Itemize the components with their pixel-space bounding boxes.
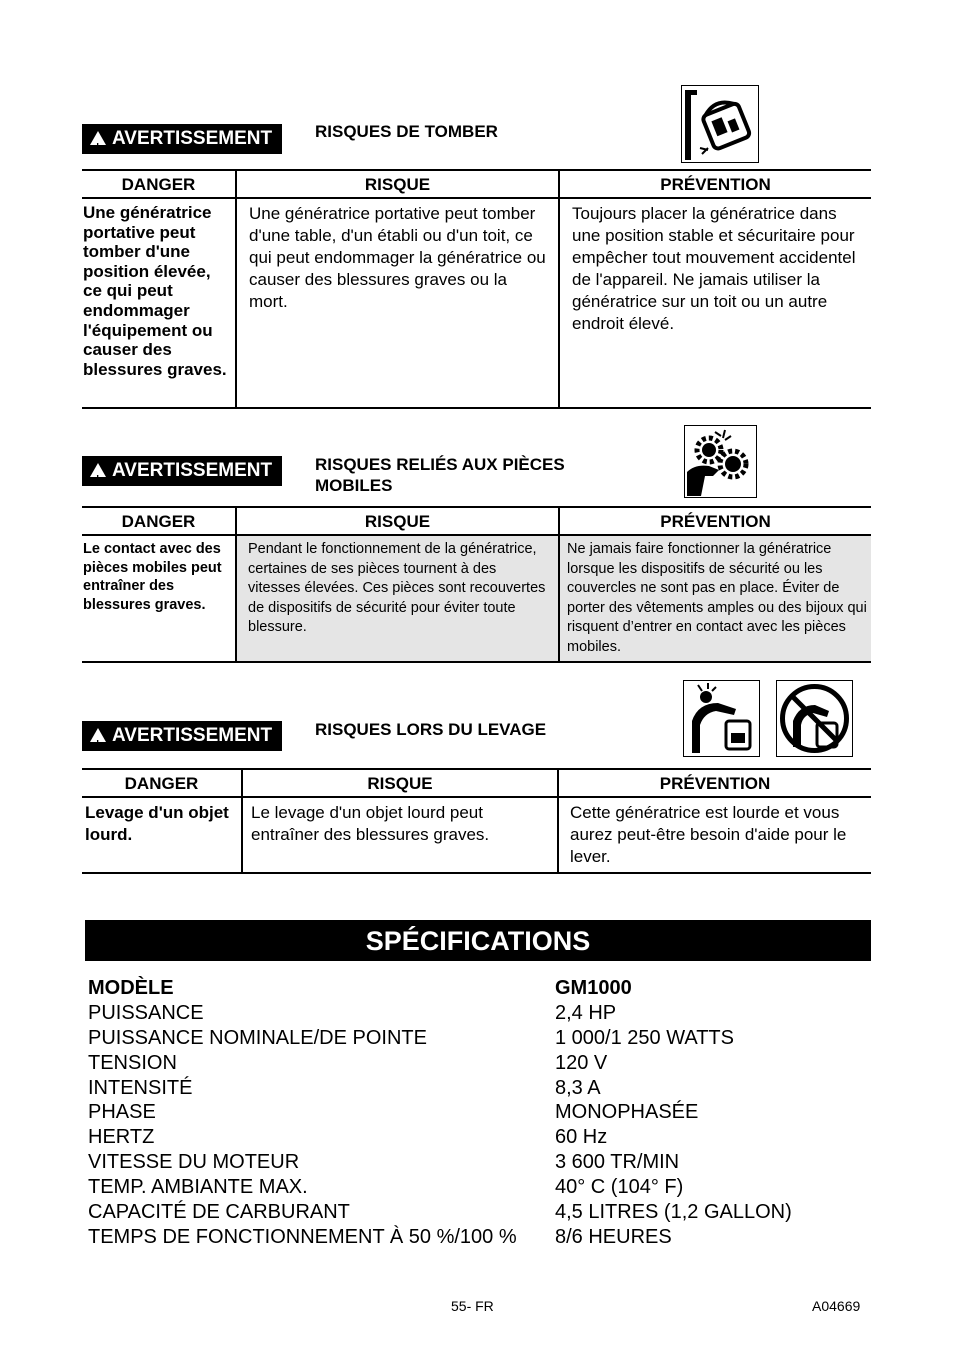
spec-label: TEMPS DE FONCTIONNEMENT À 50 %/100 % <box>88 1225 517 1248</box>
spec-label: TENSION <box>88 1051 177 1074</box>
danger-text: Le contact avec des pièces mobiles peut entraîner des blessures graves. <box>83 541 222 613</box>
spec-value: 3 600 TR/MIN <box>555 1151 680 1174</box>
warning-triangle-icon <box>90 463 106 477</box>
specs-title: SPÉCIFICATIONS <box>85 920 871 961</box>
spec-value: 8,3 A <box>555 1076 601 1099</box>
spec-row <box>88 1225 871 1250</box>
hazard-table <box>82 169 871 409</box>
hazard-table <box>82 768 871 874</box>
spec-label: PHASE <box>88 1101 156 1124</box>
spec-row <box>88 1076 871 1101</box>
spec-value: 40° C (104° F) <box>555 1176 684 1199</box>
spec-row <box>88 1026 871 1051</box>
section-title: RISQUES RELIÉS AUX PIÈCES MOBILES <box>315 455 565 495</box>
section-title: RISQUES DE TOMBER <box>315 122 498 141</box>
header-prevention: PRÉVENTION <box>559 507 871 535</box>
spec-row <box>88 1051 871 1076</box>
specs-list <box>88 976 871 1250</box>
spec-value: 1 000/1 250 WATTS <box>555 1026 734 1049</box>
header-risque: RISQUE <box>236 507 559 535</box>
falling-generator-icon <box>681 85 759 163</box>
spec-row <box>88 1175 871 1200</box>
no-single-lift-icon <box>776 680 853 757</box>
warning-triangle-icon <box>90 728 106 742</box>
prevention-text: Ne jamais faire fonctionner la génératrice lorsque les dispositifs de sécurité ou les couvercles ne sont pas en place. Éviter de porter des vêtements amples ou des bijoux qui risquent d’entrer en contact avec les pièces mobiles. <box>559 535 871 662</box>
warning-moving-parts <box>82 424 871 664</box>
spec-label: PUISSANCE <box>88 1001 204 1024</box>
spec-row <box>88 1001 871 1026</box>
specs-header-row <box>88 976 871 1001</box>
spec-value: 60 Hz <box>555 1126 608 1149</box>
page-number: 55- FR <box>451 1298 494 1314</box>
warning-badge: !AVERTISSEMENT <box>82 124 282 154</box>
lifting-person-icon <box>683 680 760 757</box>
header-prevention: PRÉVENTION <box>558 769 871 797</box>
spec-label: VITESSE DU MOTEUR <box>88 1151 300 1174</box>
spec-label: MODÈLE <box>88 977 174 999</box>
warning-badge: !AVERTISSEMENT <box>82 456 282 486</box>
spec-label: CAPACITÉ DE CARBURANT <box>88 1201 350 1224</box>
spec-value: 2,4 HP <box>555 1001 617 1024</box>
spec-row <box>88 1200 871 1225</box>
spec-label: INTENSITÉ <box>88 1076 193 1099</box>
warning-badge: !AVERTISSEMENT <box>82 721 282 751</box>
spec-value: GM1000 <box>555 977 632 999</box>
header-danger: DANGER <box>82 507 236 535</box>
spec-value: 4,5 LITRES (1,2 GALLON) <box>555 1201 792 1224</box>
spec-value: 8/6 HEURES <box>555 1225 672 1248</box>
prevention-text: Toujours placer la génératrice dans une position stable et sécuritaire pour empêcher tout mouvement accidentel de l'appareil. Ne jamais utiliser la génératrice sur un toit ou un autre endroit élevé. <box>559 198 871 408</box>
spec-row <box>88 1150 871 1175</box>
header-risque: RISQUE <box>236 170 559 198</box>
warning-falling <box>82 85 871 415</box>
header-danger: DANGER <box>82 769 242 797</box>
document-code: A04669 <box>812 1298 861 1314</box>
spec-label: PUISSANCE NOMINALE/DE POINTE <box>88 1026 427 1049</box>
spec-row <box>88 1100 871 1125</box>
risk-text: Le levage d'un objet lourd peut entraîner des blessures graves. <box>242 797 558 873</box>
spec-label: TEMP. AMBIANTE MAX. <box>88 1176 308 1199</box>
danger-text: Une génératrice portative peut tomber d'une position élevée, ce qui peut endommager l'équipement ou causer des blessures graves. <box>83 203 227 379</box>
risk-text: Pendant le fonctionnement de la génératrice, certaines de ses pièces tournent à des vitesses élevées. Ces pièces sont recouvertes de dispositifs de sécurité pour éviter toute blessure. <box>236 535 559 662</box>
spec-value: 120 V <box>555 1051 608 1074</box>
warning-lifting <box>82 680 871 880</box>
prevention-text: Cette génératrice est lourde et vous aurez peut-être besoin d'aide pour le lever. <box>558 797 871 873</box>
risk-text: Une génératrice portative peut tomber d'une table, d'un établi ou d'un toit, ce qui peut endommager la génératrice ou causer des blessures graves ou la mort. <box>236 198 559 408</box>
section-title: RISQUES LORS DU LEVAGE <box>315 720 547 739</box>
hazard-table <box>82 506 871 663</box>
danger-text: Levage d'un objet lourd. <box>85 803 229 844</box>
spec-row <box>88 1125 871 1150</box>
header-danger: DANGER <box>82 170 236 198</box>
spec-value: MONOPHASÉE <box>555 1101 699 1124</box>
header-prevention: PRÉVENTION <box>559 170 871 198</box>
spec-label: HERTZ <box>88 1126 155 1149</box>
warning-triangle-icon <box>90 131 106 145</box>
header-risque: RISQUE <box>242 769 558 797</box>
gears-hand-icon <box>684 425 757 498</box>
